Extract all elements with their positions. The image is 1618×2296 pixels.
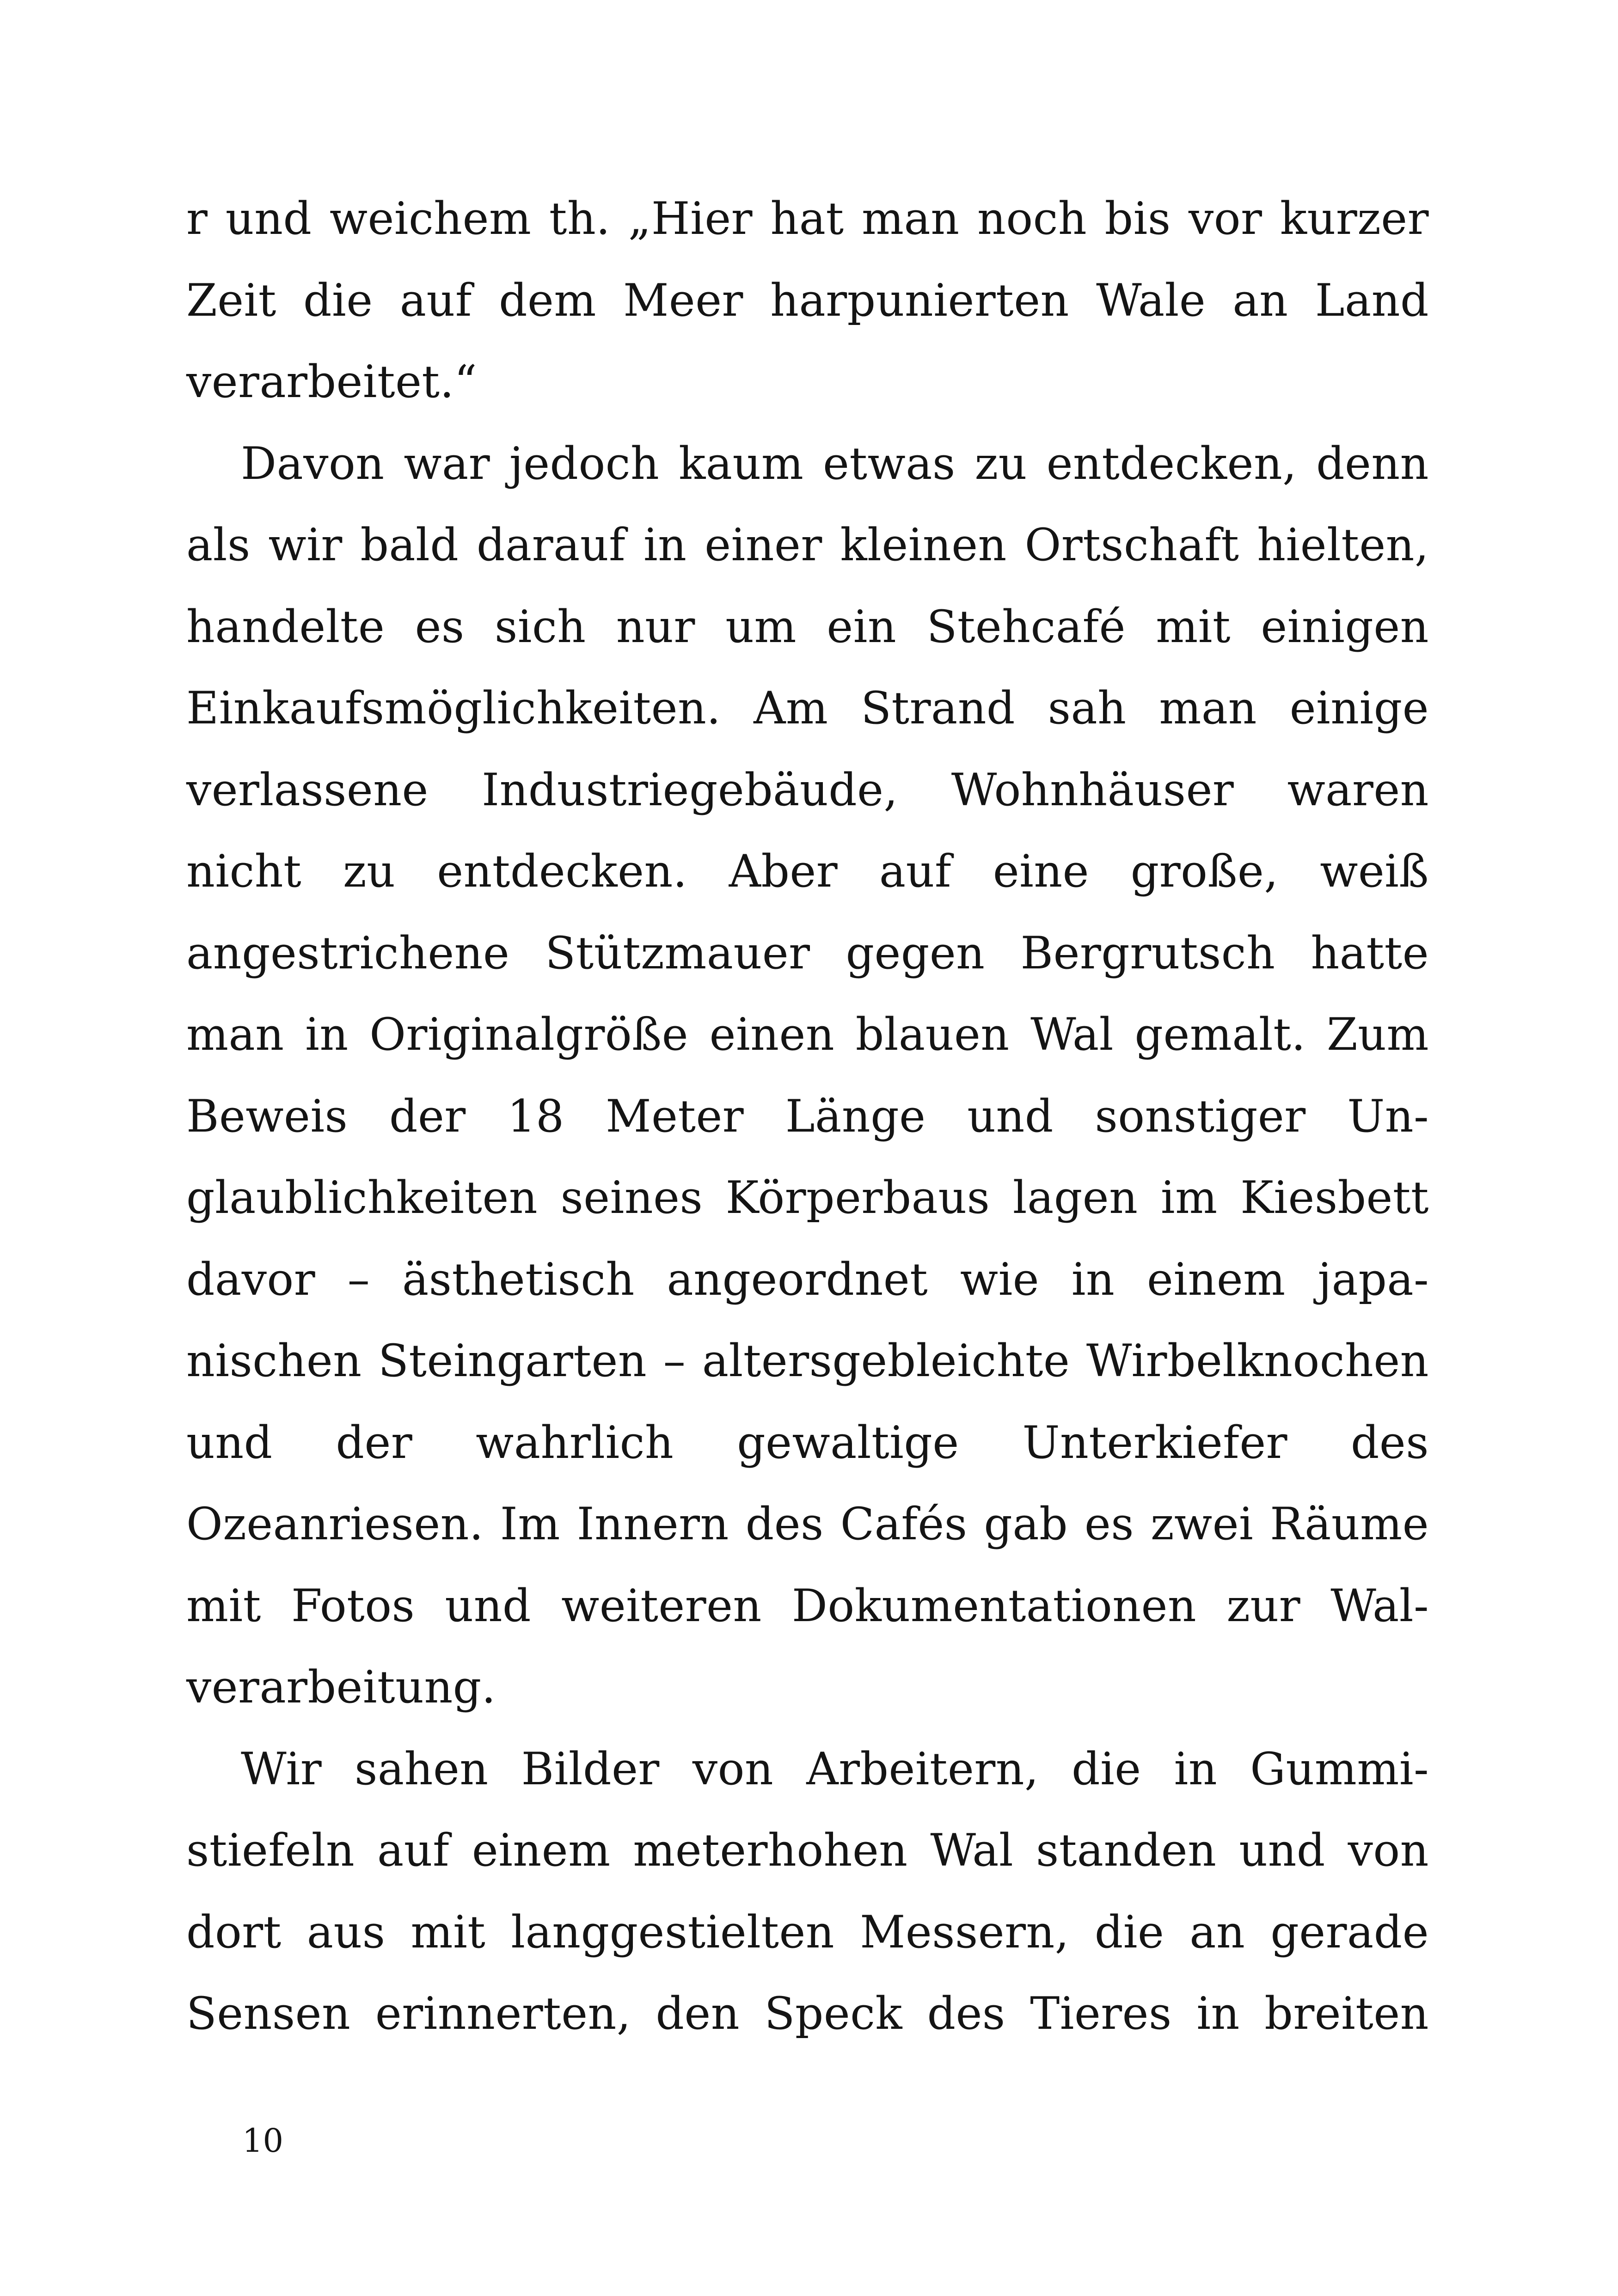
text-line: Wir sahen Bilder von Arbeitern, die in Gummi- — [241, 1743, 1429, 1795]
text-line: glaublichkeiten seines Körperbaus lagen im Kiesbett — [186, 1172, 1429, 1224]
text-line: man in Originalgröße einen blauen Wal gemalt. Zum — [186, 1009, 1429, 1060]
text-line: Beweis der 18 Meter Länge und sonstiger Un- — [186, 1090, 1429, 1142]
text-line: verlassene Industriegebäude, Wohnhäuser waren — [186, 764, 1429, 816]
text-line: verarbeitet.“ — [186, 356, 478, 408]
text-line: davor – ästhetisch angeordnet wie in einem japa- — [186, 1253, 1429, 1305]
text-line: mit Fotos und weiteren Dokumentationen zur Wal- — [186, 1580, 1429, 1632]
paragraph-1 — [186, 178, 1429, 423]
text-line: Sensen erinnerten, den Speck des Tieres in breiten — [186, 1988, 1429, 2039]
text-line: handelte es sich nur um ein Stehcafé mit einigen — [186, 600, 1429, 653]
paragraph-3 — [186, 1728, 1429, 2055]
text-line: Zeit die auf dem Meer harpunierten Wale an Land — [186, 274, 1429, 326]
text-line: und der wahrlich gewaltige Unterkiefer des — [186, 1416, 1429, 1469]
body-text — [186, 178, 1429, 2055]
text-line: nischen Steingarten – altersgebleichte Wirbelknochen — [186, 1335, 1429, 1387]
text-line: als wir bald darauf in einer kleinen Ortschaft hielten, — [186, 519, 1429, 571]
text-line: stiefeln auf einem meterhohen Wal standen und von — [186, 1825, 1429, 1876]
text-line: Einkaufsmöglichkeiten. Am Strand sah man einige — [186, 682, 1429, 734]
page-number: 10 — [242, 2122, 284, 2160]
text-line: nicht zu entdecken. Aber auf eine große, weiß — [186, 845, 1429, 897]
text-line: Ozeanriesen. Im Innern des Cafés gab es zwei Räume — [186, 1498, 1429, 1550]
paragraph-2 — [186, 423, 1429, 1728]
text-line: r und weichem th. „Hier hat man noch bis vor kurzer — [186, 193, 1429, 245]
text-line: Davon war jedoch kaum etwas zu entdecken, denn — [241, 437, 1429, 490]
text-line: verarbeitung. — [186, 1661, 496, 1713]
text-line: angestrichene Stützmauer gegen Bergrutsch hatte — [186, 927, 1429, 979]
text-line: dort aus mit langgestielten Messern, die an gerade — [186, 1906, 1429, 1958]
